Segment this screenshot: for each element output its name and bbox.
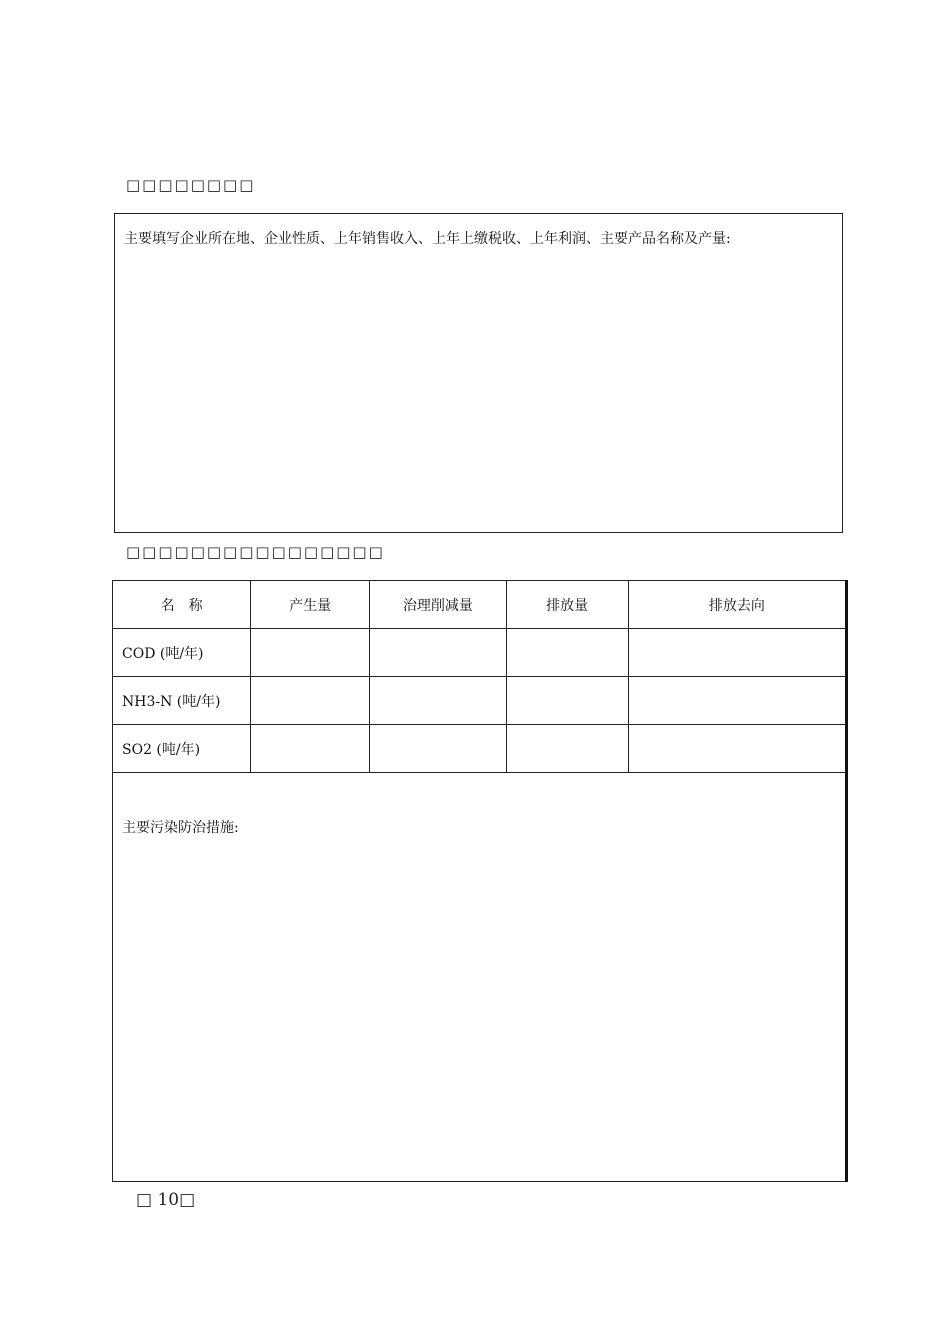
enterprise-info-box[interactable] bbox=[114, 213, 843, 533]
pollution-table bbox=[112, 580, 848, 1182]
table-row-nh3n bbox=[113, 677, 847, 725]
header-emission-destination: 排放去向 bbox=[628, 581, 846, 629]
enterprise-info-prompt: 主要填写企业所在地、企业性质、上年销售收入、上年上缴税收、上年利润、主要产品名称及产量: bbox=[124, 231, 731, 247]
header-reduction-amount: 治理削减量 bbox=[370, 581, 506, 629]
row-label-so2: SO2 (吨/年) bbox=[113, 725, 251, 773]
pollution-measures-cell[interactable] bbox=[113, 773, 847, 1182]
header-generated-amount: 产生量 bbox=[251, 581, 370, 629]
section-heading-pollution: □□□□□□□□□□□□□□□□ bbox=[126, 543, 385, 561]
header-emission-amount: 排放量 bbox=[506, 581, 628, 629]
pollution-measures-label: 主要污染防治措施: bbox=[122, 820, 239, 836]
nh3n-emission-cell[interactable] bbox=[506, 677, 628, 725]
nh3n-destination-cell[interactable] bbox=[628, 677, 846, 725]
so2-generated-cell[interactable] bbox=[251, 725, 370, 773]
section-heading-basic-info: □□□□□□□□ bbox=[126, 176, 256, 194]
nh3n-generated-cell[interactable] bbox=[251, 677, 370, 725]
so2-destination-cell[interactable] bbox=[628, 725, 846, 773]
cod-generated-cell[interactable] bbox=[251, 629, 370, 677]
header-name: 名 称 bbox=[113, 581, 251, 629]
row-label-cod: COD (吨/年) bbox=[113, 629, 251, 677]
table-row-so2 bbox=[113, 725, 847, 773]
table-row-measures bbox=[113, 773, 847, 1182]
table-header-row bbox=[113, 581, 847, 629]
cod-reduction-cell[interactable] bbox=[370, 629, 506, 677]
page-number: □ 10□ bbox=[136, 1190, 196, 1210]
table-row-cod bbox=[113, 629, 847, 677]
cod-destination-cell[interactable] bbox=[628, 629, 846, 677]
so2-reduction-cell[interactable] bbox=[370, 725, 506, 773]
row-label-nh3n: NH3-N (吨/年) bbox=[113, 677, 251, 725]
cod-emission-cell[interactable] bbox=[506, 629, 628, 677]
nh3n-reduction-cell[interactable] bbox=[370, 677, 506, 725]
so2-emission-cell[interactable] bbox=[506, 725, 628, 773]
